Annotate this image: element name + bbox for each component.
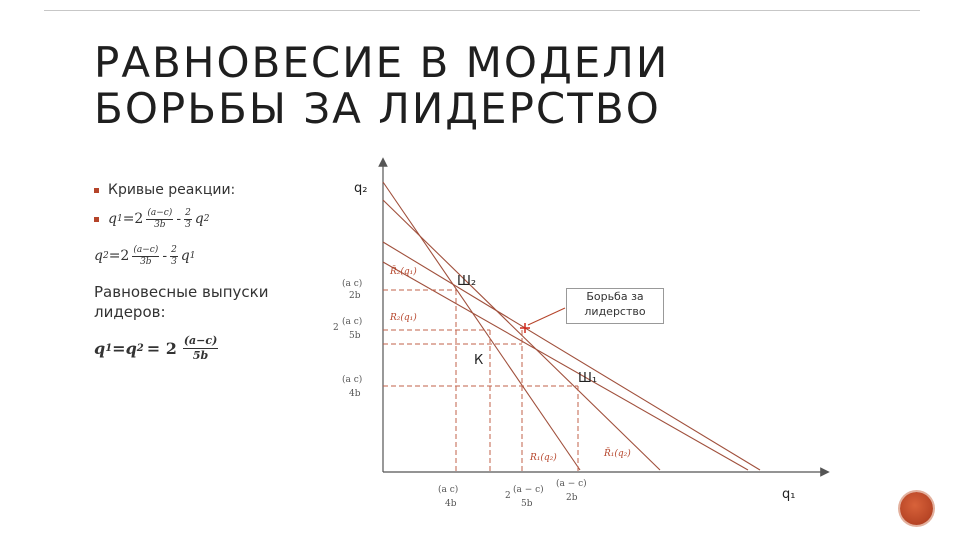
x-tick-3-num: (a − c) (556, 479, 587, 489)
bullet-text: Кривые реакции: (108, 182, 236, 198)
f3-q1-sub: 1 (105, 343, 113, 354)
y-tick-1-den: 2b (349, 291, 361, 301)
y-tick-2-den: 5b (349, 331, 361, 341)
f1-minus: - (176, 211, 182, 227)
f1-num2: 2 (185, 207, 191, 218)
callout-leader (528, 308, 565, 325)
f3-eq: = (112, 339, 126, 358)
y-tick-2-num: (a c) (342, 317, 363, 327)
f2-lhs-sub: 2 (102, 251, 109, 261)
y-tick-3-num: (a c) (342, 375, 363, 385)
callout-leadership-fight: Борьба за лидерство (566, 288, 664, 324)
curve-label-r1: R₁(q₂) (530, 453, 557, 463)
f1-lhs-sub: 1 (116, 214, 123, 224)
f3-num: (a−c) (183, 334, 218, 347)
x-tick-2-den: 5b (521, 499, 533, 509)
f3-q1: q (94, 339, 106, 358)
f2-rhs-sub: 1 (189, 251, 196, 261)
f2-rhs: q (180, 248, 190, 264)
x-tick-3-den: 2b (566, 493, 578, 503)
f1-rhs: q (194, 211, 204, 227)
y-tick-2-pre: 2 (333, 323, 339, 333)
f2-lhs: q (94, 248, 103, 264)
f3-eq2: = 2 (146, 339, 177, 358)
x-axis-label: q₁ (782, 487, 796, 502)
f2-den: 3b (140, 256, 152, 267)
f2-eq: =2 (108, 248, 130, 264)
line-r1bar (383, 182, 580, 470)
point-sh2: Ш₂ (457, 274, 477, 289)
f2-num2: 2 (171, 244, 177, 255)
curve-label-r2: R₂(q₁) (390, 313, 417, 323)
x-tick-1-num: (a c) (438, 485, 459, 495)
title-line-1: РАВНОВЕСИЕ В МОДЕЛИ (94, 38, 670, 87)
f3-q2-sub: 2 (136, 343, 144, 354)
f1-rhs-sub: 2 (203, 214, 210, 224)
f1-lhs: q (108, 211, 117, 227)
x-tick-2-num: (a − c) (513, 485, 544, 495)
line-r2bar (383, 242, 760, 470)
curve-label-r1bar: R̄₁(q₂) (604, 449, 631, 459)
x-tick-2-pre: 2 (505, 491, 511, 501)
f2-den2: 3 (171, 256, 177, 267)
f2-minus: - (162, 248, 168, 264)
f1-den: 3b (154, 219, 166, 230)
curve-label-r2bar: R̄₂(q₁) (390, 267, 417, 277)
y-axis-label: q₂ (354, 181, 368, 196)
f1-den2: 3 (185, 219, 191, 230)
title-line-2: БОРЬБЫ ЗА ЛИДЕРСТВО (94, 84, 661, 133)
f1-eq: =2 (122, 211, 144, 227)
point-k: К (474, 353, 484, 368)
f3-q2: q (125, 339, 137, 358)
corner-logo (900, 492, 933, 525)
f3-den: 5b (192, 349, 209, 362)
y-tick-3-den: 4b (349, 389, 361, 399)
x-tick-1-den: 4b (445, 499, 457, 509)
f1-num: (a−c) (147, 207, 173, 218)
point-sh1: Ш₁ (578, 371, 598, 386)
f2-num: (a−c) (133, 244, 159, 255)
y-tick-1-num: (a c) (342, 279, 363, 289)
equilibrium-title: Равновесные выпуски лидеров: (94, 283, 269, 321)
